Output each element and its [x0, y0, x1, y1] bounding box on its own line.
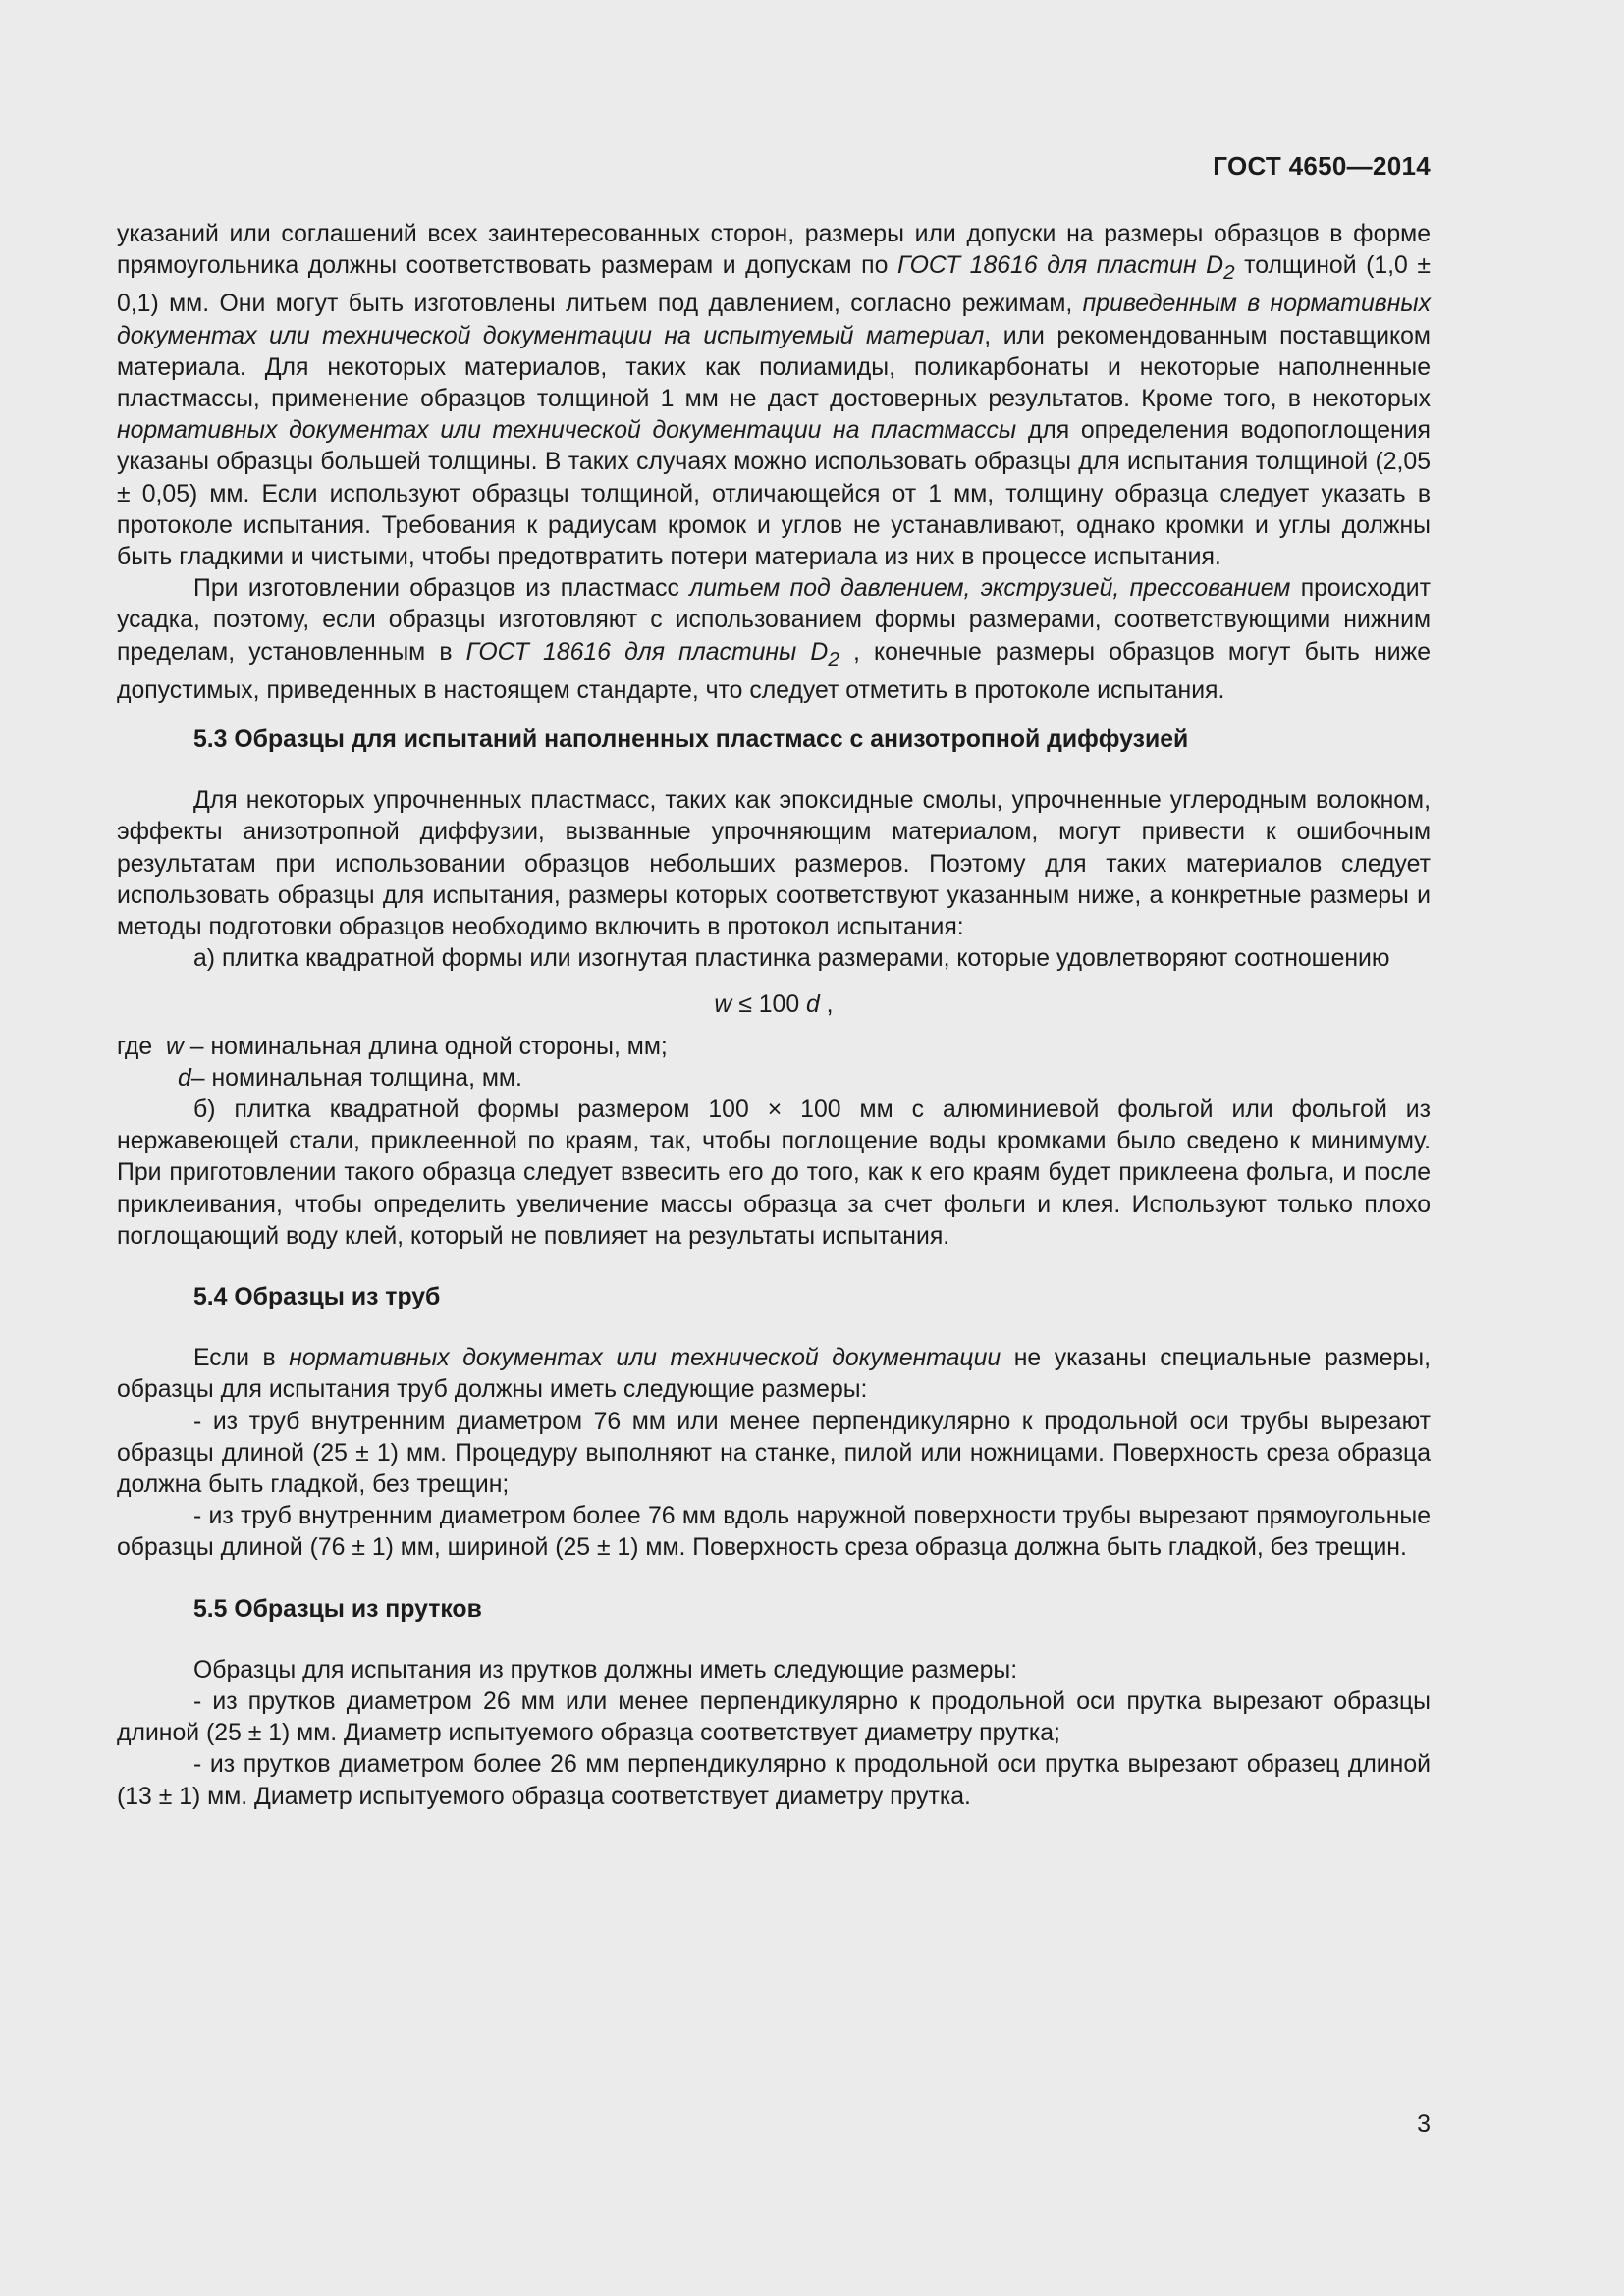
- section-5-4-item-1: - из труб внутренним диаметром 76 мм или менее перпендикулярно к продольной оси трубы вырезают образцы длиной (25 ± 1) мм. Процедуру выполняют на станке, пилой или ножницами. Поверхность среза образца должна быть гладкой, без трещин;: [117, 1408, 1431, 1499]
- definition-d: d– номинальная толщина, мм.: [178, 1064, 522, 1092]
- formula: w ≤ 100 d ,: [714, 991, 834, 1019]
- section-heading-5-5: 5.5 Образцы из прутков: [193, 1595, 482, 1623]
- section-5-3-item-b: б) плитка квадратной формы размером 100 × 100 мм с алюминиевой фольгой или фольгой из нержавеющей стали, приклеенной по краям, так, чтобы поглощение воды кромками было сведено к минимуму. При приготовлении такого образца следует взвесить его до того, как к его краям будет приклеена фольга, и после приклеивания, чтобы определить увеличение массы образца за счет фольги и клея. Используют только плохо поглощающий воду клей, который не повлияет на результаты испытания.: [117, 1095, 1431, 1250]
- section-heading-5-3: 5.3 Образцы для испытаний наполненных пластмасс с анизотропной диффузией: [193, 725, 1189, 753]
- page-number: 3: [1417, 2110, 1431, 2138]
- section-5-3-item-a: а) плитка квадратной формы или изогнутая пластинка размерами, которые удовлетворяют соотношению: [193, 945, 1390, 973]
- paragraph-continuation: указаний или соглашений всех заинтересованных сторон, размеры или допуски на размеры образцов в форме прямоугольника должны соответствовать размерам и допускам по ГОСТ 18616 для пластин $D_2$ толщиной (1,0 ± 0,1) мм. Они могут быть изготовлены литьем под давлением, согласно режимам, приведенным в нормативных документах или технической документации на испытуемый материал, или рекомендованным поставщиком материала. Для некоторых материалов, таких как полиамиды, поликарбонаты и некоторые наполненные пластмассы, применение образцов толщиной 1 мм не даст достоверных результатов. Кроме того, в некоторых нормативных документах или технической документации на пластмассы для определения водопоглощения указаны образцы большей толщины. В таких случаях можно использовать образцы для испытания толщиной (2,05 ± 0,05) мм. Если используют образцы толщиной, отличающейся от 1 мм, толщину образца следует указать в протоколе испытания. Требования к радиусам кромок и углов не устанавливают, однако кромки и углы должны быть гладкими и чистыми, чтобы предотвратить потери материала из них в процессе испытания.: [117, 221, 1432, 570]
- definition-w: где w – номинальная длина одной стороны, мм;: [117, 1033, 668, 1060]
- document-header: ГОСТ 4650—2014: [1213, 151, 1431, 181]
- section-5-4-intro: Если в нормативных документах или технической документации не указаны специальные размеры, образцы для испытания труб должны иметь следующие размеры:: [117, 1345, 1431, 1404]
- section-5-5-item-1: - из прутков диаметром 26 мм или менее перпендикулярно к продольной оси прутка вырезают образцы длиной (25 ± 1) мм. Диаметр испытуемого образца соответствует диаметру прутка;: [117, 1688, 1431, 1747]
- section-5-4-item-2: - из труб внутренним диаметром более 76 мм вдоль наружной поверхности трубы вырезают прямоугольные образцы длиной (76 ± 1) мм, шириной (25 ± 1) мм. Поверхность среза образца должна быть гладкой, без трещин.: [117, 1503, 1431, 1562]
- section-5-3-intro: Для некоторых упрочненных пластмасс, таких как эпоксидные смолы, упрочненные углеродным волокном, эффекты анизотропной диффузии, вызванные упрочняющим материалом, могут привести к ошибочным результатам при использовании образцов небольших размеров. Поэтому для таких материалов следует использовать образцы для испытания, размеры которых соответствуют указанным ниже, а конкретные размеры и методы подготовки образцов необходимо включить в протокол испытания:: [117, 787, 1431, 940]
- document-body: [117, 219, 1431, 1813]
- section-5-5-intro: Образцы для испытания из прутков должны иметь следующие размеры:: [193, 1656, 1018, 1683]
- section-5-5-item-2: - из прутков диаметром более 26 мм перпендикулярно к продольной оси прутка вырезают образец длиной (13 ± 1) мм. Диаметр испытуемого образца соответствует диаметру прутка.: [117, 1751, 1431, 1810]
- section-heading-5-4: 5.4 Образцы из труб: [193, 1284, 441, 1310]
- paragraph-shrinkage: При изготовлении образцов из пластмасс литьем под давлением, экструзией, прессованием происходит усадка, поэтому, если образцы изготовляют с использованием формы размерами, соответствующими нижним пределам, установленным в ГОСТ 18616 для пластины $D_2$ , конечные размеры образцов могут быть ниже допустимых, приведенных в настоящем стандарте, что следует отметить в протоколе испытания.: [117, 575, 1432, 704]
